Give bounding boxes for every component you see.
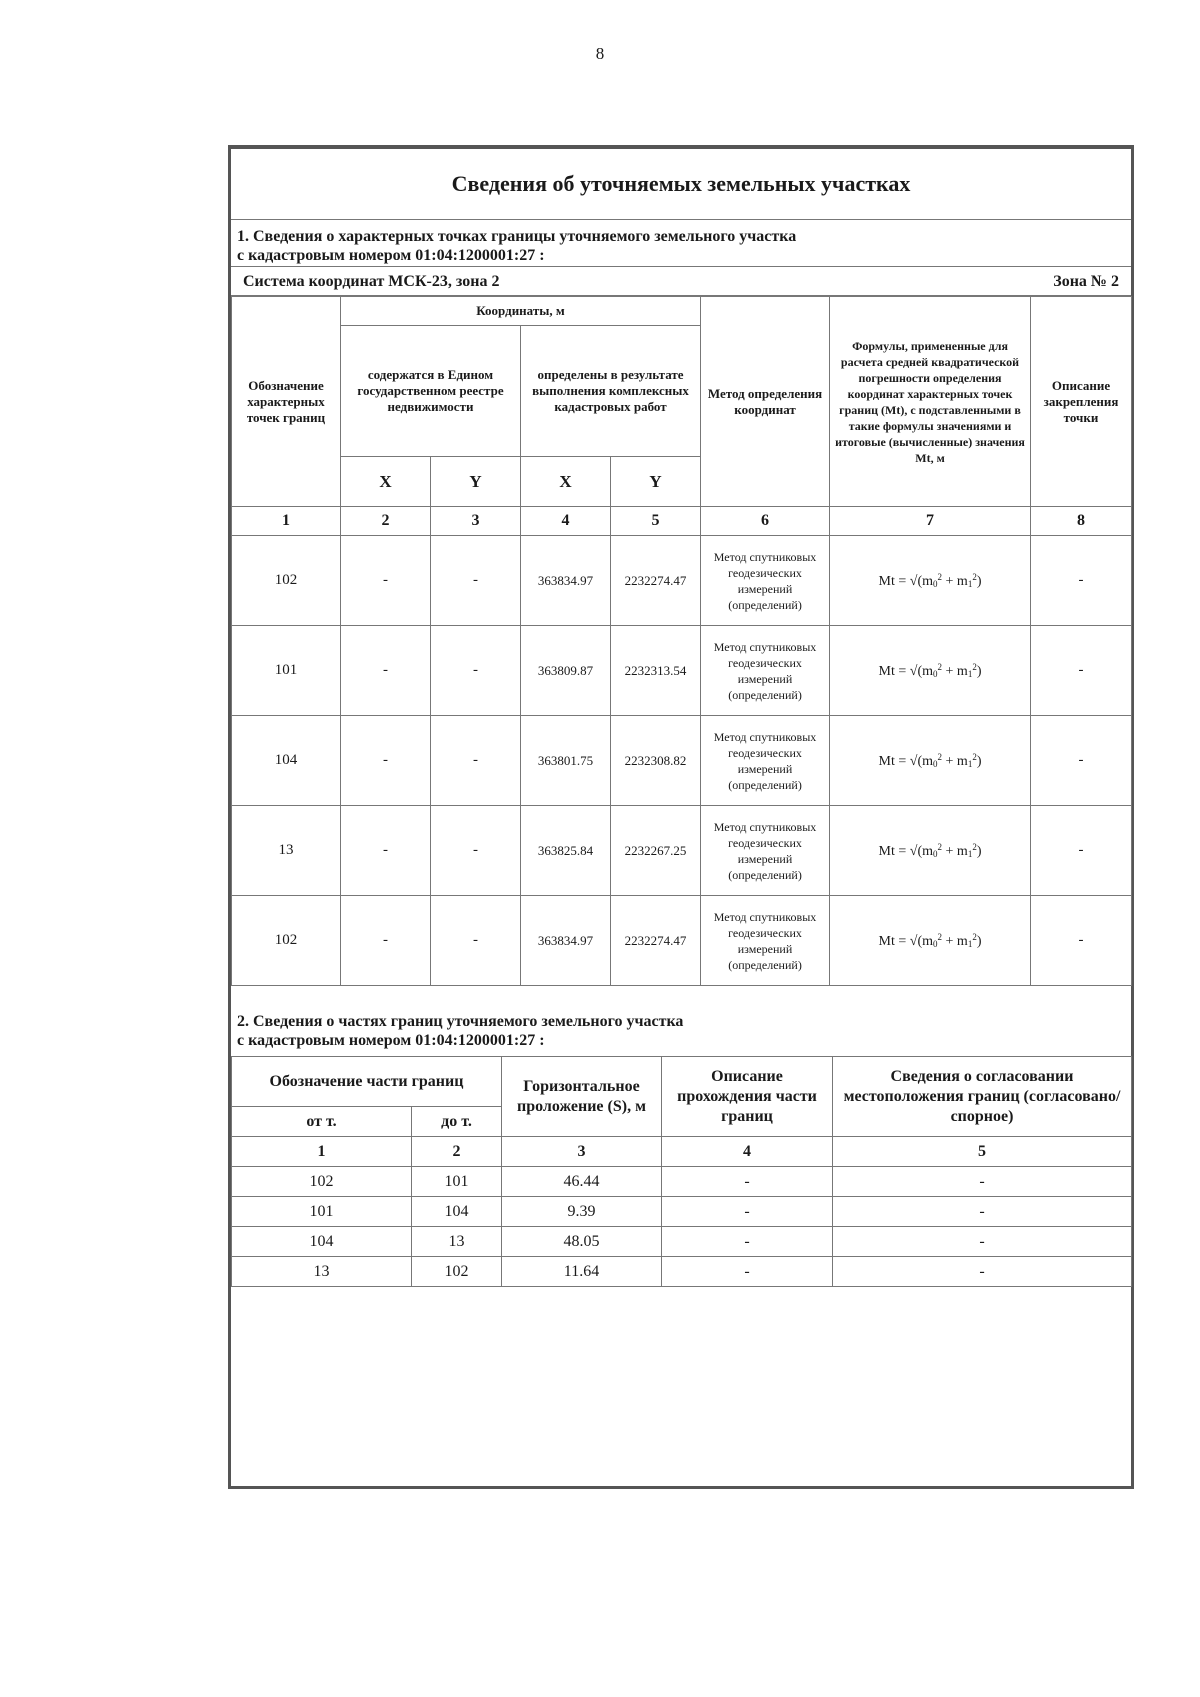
from-point: 101 [232,1197,412,1227]
header-to: до т. [412,1107,502,1137]
table-row [232,1167,1132,1197]
section2-line2: с кадастровым номером 01:04:1200001:27 : [237,1032,545,1049]
method: Метод спутниковых геодезических измерений (определений) [701,626,830,716]
method: Метод спутниковых геодезических измерений (определений) [701,806,830,896]
point-id: 104 [232,716,341,806]
col-number: 8 [1031,507,1132,536]
col-number: 3 [431,507,521,536]
formula: $Mt = √(m_0^2 + m_1^2)$ [830,896,1031,986]
y-egrn: - [431,536,521,626]
formula: $Mt = √(m_0^2 + m_1^2)$ [830,626,1031,716]
agreement-status: - [833,1167,1132,1197]
table-row [232,1257,1132,1287]
horizontal-distance: 46.44 [502,1167,662,1197]
table-row [232,716,1132,806]
col-number: 2 [341,507,431,536]
x-egrn: - [341,806,431,896]
col-number: 5 [611,507,701,536]
sheet-title: Сведения об уточняемых земельных участках [231,149,1131,220]
y-complex: 2232313.54 [611,626,701,716]
section1-heading [231,219,1131,267]
x-egrn: - [341,716,431,806]
header-x-egrn: X [341,457,431,507]
section2-heading [231,996,1131,1056]
col-number: 1 [232,1137,412,1167]
y-egrn: - [431,716,521,806]
from-point: 13 [232,1257,412,1287]
col-number: 6 [701,507,830,536]
table-row [232,896,1132,986]
x-egrn: - [341,536,431,626]
y-egrn: - [431,896,521,986]
y-complex: 2232274.47 [611,536,701,626]
to-point: 104 [412,1197,502,1227]
col-number: 7 [830,507,1031,536]
col-number: 3 [502,1137,662,1167]
header-horizontal: Горизонтальное проложение (S), м [502,1057,662,1137]
point-id: 101 [232,626,341,716]
point-id: 102 [232,536,341,626]
horizontal-distance: 9.39 [502,1197,662,1227]
to-point: 101 [412,1167,502,1197]
formula: $Mt = √(m_0^2 + m_1^2)$ [830,716,1031,806]
passage-description: - [662,1227,833,1257]
col-number: 2 [412,1137,502,1167]
table-row [232,806,1132,896]
method: Метод спутниковых геодезических измерений (определений) [701,896,830,986]
x-complex: 363834.97 [521,896,611,986]
method: Метод спутниковых геодезических измерений (определений) [701,536,830,626]
method: Метод спутниковых геодезических измерений (определений) [701,716,830,806]
header-from: от т. [232,1107,412,1137]
x-complex: 363834.97 [521,536,611,626]
y-egrn: - [431,806,521,896]
y-complex: 2232308.82 [611,716,701,806]
point-id: 102 [232,896,341,986]
header-formula: Формулы, примененные для расчета средней квадратической погрешности определения координат характерных точек границ (Mt), с подставленными в такие формулы значениями и итоговые (вычисленные) значения Mt, м [830,297,1031,507]
y-complex: 2232267.25 [611,806,701,896]
agreement-status: - [833,1257,1132,1287]
header-method: Метод определения координат [701,297,830,507]
point-description: - [1031,536,1132,626]
header-complex: определены в результате выполнения комплексных кадастровых работ [521,326,701,457]
header-part: Обозначение части границ [232,1057,502,1107]
header-x-complex: X [521,457,611,507]
passage-description: - [662,1197,833,1227]
formula: $Mt = √(m_0^2 + m_1^2)$ [830,536,1031,626]
header-y-complex: Y [611,457,701,507]
parts-table [231,1056,1132,1287]
coordinate-system-row [231,267,1131,296]
table-row [232,536,1132,626]
header-agreement: Сведения о согласовании местоположения границ (согласовано/спорное) [833,1057,1132,1137]
agreement-status: - [833,1227,1132,1257]
point-description: - [1031,626,1132,716]
section2-line1: 2. Сведения о частях границ уточняемого земельного участка [237,1013,684,1030]
page-number: 8 [595,44,605,63]
document-frame [228,145,1134,1489]
passage-description: - [662,1167,833,1197]
point-description: - [1031,896,1132,986]
to-point: 13 [412,1227,502,1257]
header-passage: Описание прохождения части границ [662,1057,833,1137]
column-numbers-row [232,507,1132,536]
x-egrn: - [341,626,431,716]
header-egrn: содержатся в Едином государственном реестре недвижимости [341,326,521,457]
table-row [232,626,1132,716]
col-number: 1 [232,507,341,536]
formula: $Mt = √(m_0^2 + m_1^2)$ [830,806,1031,896]
table-row [232,1197,1132,1227]
y-egrn: - [431,626,521,716]
x-complex: 363801.75 [521,716,611,806]
column-numbers-row [232,1137,1132,1167]
col-number: 4 [662,1137,833,1167]
header-coords: Координаты, м [341,297,701,326]
horizontal-distance: 11.64 [502,1257,662,1287]
header-y-egrn: Y [431,457,521,507]
table-row [232,1227,1132,1257]
coordinate-system: Система координат МСК-23, зона 2 [243,273,500,290]
from-point: 104 [232,1227,412,1257]
header-description: Описание закрепления точки [1031,297,1132,507]
col-number: 4 [521,507,611,536]
header-point: Обозначение характерных точек границ [232,297,341,507]
point-id: 13 [232,806,341,896]
y-complex: 2232274.47 [611,896,701,986]
passage-description: - [662,1257,833,1287]
points-table [231,296,1132,986]
horizontal-distance: 48.05 [502,1227,662,1257]
col-number: 5 [833,1137,1132,1167]
x-complex: 363809.87 [521,626,611,716]
section1-line1: 1. Сведения о характерных точках границы уточняемого земельного участка [237,228,797,245]
point-description: - [1031,806,1132,896]
x-egrn: - [341,896,431,986]
point-description: - [1031,716,1132,806]
to-point: 102 [412,1257,502,1287]
zone-label: Зона № 2 [1053,273,1119,290]
from-point: 102 [232,1167,412,1197]
agreement-status: - [833,1197,1132,1227]
x-complex: 363825.84 [521,806,611,896]
section1-line2: с кадастровым номером 01:04:1200001:27 : [237,247,545,264]
